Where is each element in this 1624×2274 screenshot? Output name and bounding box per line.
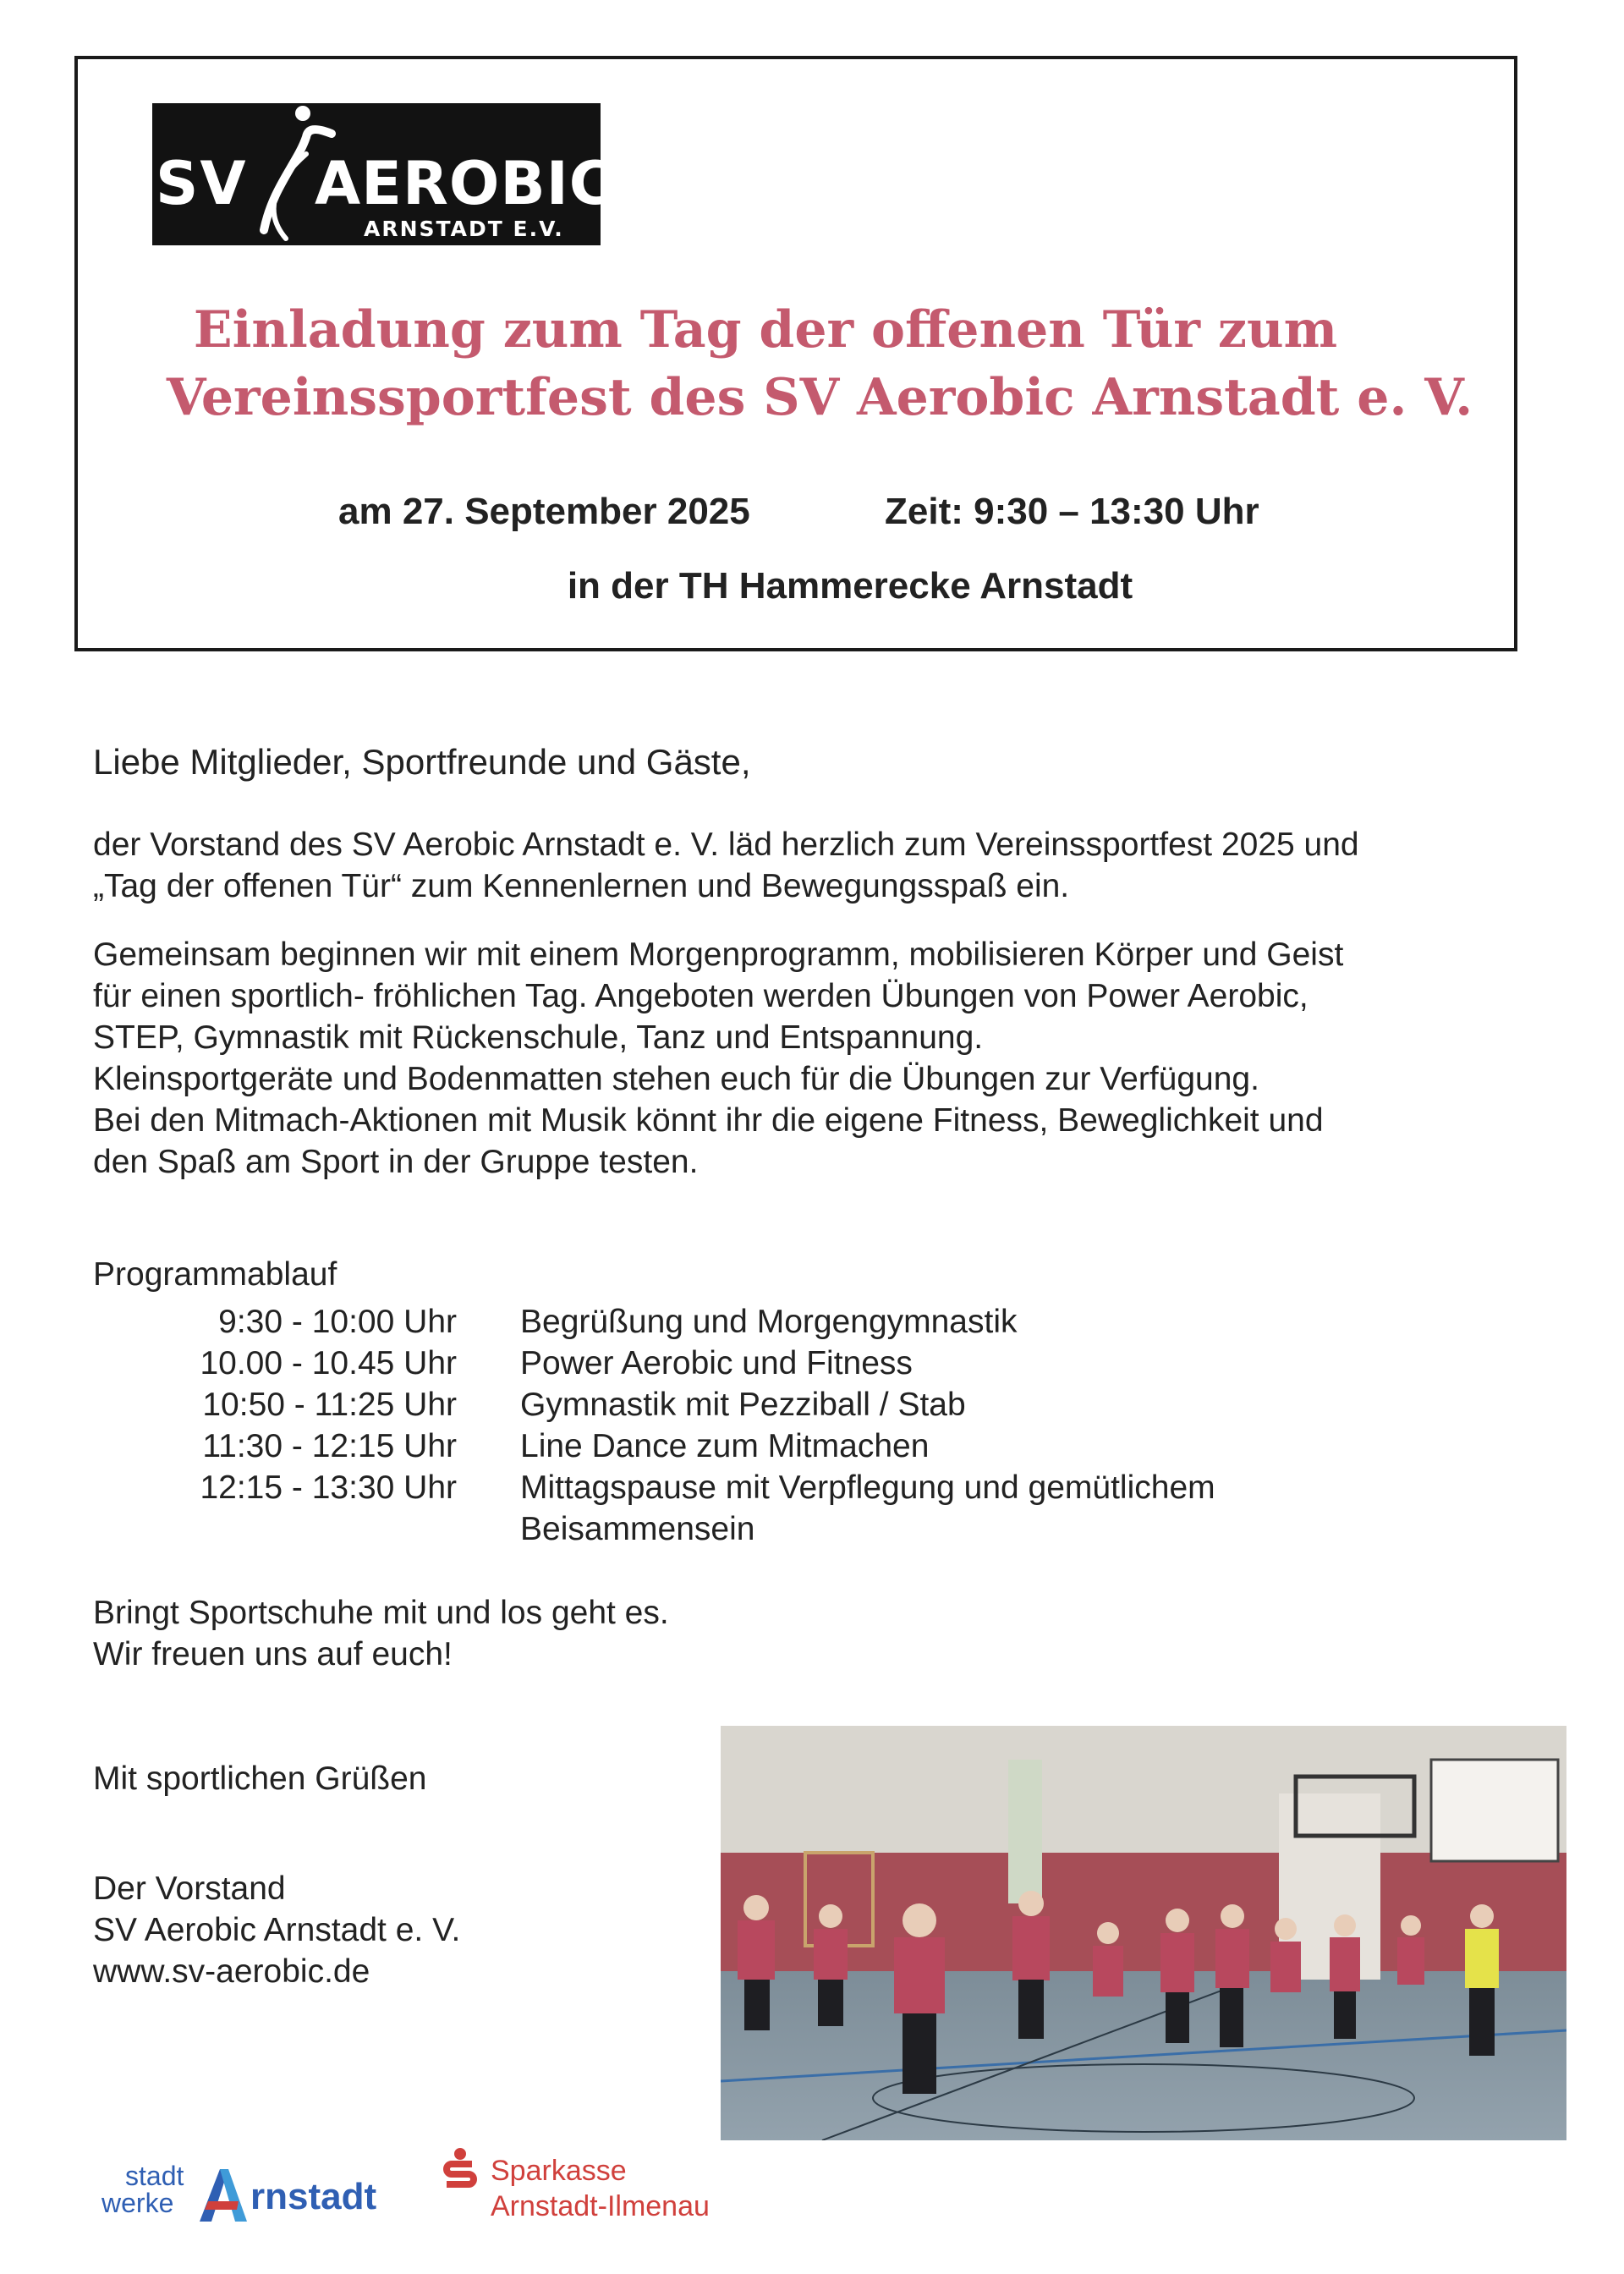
paragraph-line: „Tag der offenen Tür“ zum Kennenlernen und Bewegungsspaß ein. [93, 868, 1070, 904]
stadtwerke-big-text: rnstadt [250, 2176, 377, 2217]
paragraph-line: der Vorstand des SV Aerobic Arnstadt e. V. läd herzlich zum Vereinssportfest 2025 und [93, 827, 1359, 863]
paragraph-line: Bei den Mitmach-Aktionen mit Musik könnt ihr die eigene Fitness, Beweglichkeit und [93, 1102, 1324, 1139]
gym-scene-illustration [721, 1726, 1566, 2140]
sparkasse-name: Sparkasse [491, 2155, 627, 2187]
paragraph-line: den Spaß am Sport in der Gruppe testen. [93, 1144, 699, 1180]
invitation-title-line2: Vereinssportfest des SV Aerobic Arnstadt e. V. [166, 368, 1473, 427]
website-link[interactable]: www.sv-aerobic.de [93, 1953, 370, 1990]
greeting: Mit sportlichen Grüßen [93, 1760, 427, 1797]
schedule-activity: Mittagspause mit Verpflegung und gemütlichem [520, 1469, 1215, 1506]
paragraph-line: für einen sportlich- fröhlichen Tag. Angeboten werden Übungen von Power Aerobic, [93, 978, 1309, 1014]
club-logo [152, 103, 614, 245]
stadtwerke-arnstadt-logo [102, 2162, 389, 2238]
signature-block [93, 1868, 460, 1992]
paragraph-line: Kleinsportgeräte und Bodenmatten stehen euch für die Übungen zur Verfügung. [93, 1061, 1259, 1097]
schedule-time: 9:30 - 10:00 Uhr [218, 1304, 457, 1340]
schedule-activity: Gymnastik mit Pezziball / Stab [520, 1387, 966, 1423]
schedule-time: 10.00 - 10.45 Uhr [200, 1345, 457, 1381]
invitation-title-line1: Einladung zum Tag der offenen Tür zum [193, 300, 1338, 360]
schedule-activity: Begrüßung und Morgengymnastik [520, 1304, 1018, 1340]
program-description [93, 934, 1343, 1183]
schedule-row [93, 1425, 1215, 1467]
closing-line: Wir freuen uns auf euch! [93, 1636, 453, 1673]
event-venue: in der TH Hammerecke Arnstadt [567, 565, 1133, 607]
logo-subtitle: ARNSTADT E.V. [364, 217, 564, 241]
schedule-row [93, 1508, 1215, 1550]
schedule-row [93, 1467, 1215, 1508]
arnstadt-a-icon [195, 2166, 250, 2225]
header-box [74, 56, 1517, 651]
schedule-row [93, 1343, 1215, 1384]
paragraph-line: Gemeinsam beginnen wir mit einem Morgenprogramm, mobilisieren Körper und Geist [93, 937, 1344, 973]
program-schedule [93, 1301, 1215, 1550]
schedule-time [93, 1508, 457, 1550]
intro-paragraph [93, 824, 1359, 907]
paragraph-line: STEP, Gymnastik mit Rückenschule, Tanz und Entspannung. [93, 1019, 984, 1056]
schedule-activity: Line Dance zum Mitmachen [520, 1428, 930, 1464]
signature-line: SV Aerobic Arnstadt e. V. [93, 1912, 461, 1948]
schedule-time: 12:15 - 13:30 Uhr [200, 1469, 457, 1506]
signature-line: Der Vorstand [93, 1870, 286, 1907]
closing-remarks [93, 1592, 669, 1675]
event-time: Zeit: 9:30 – 13:30 Uhr [885, 491, 1259, 532]
program-heading: Programmablauf [93, 1256, 337, 1293]
stadtwerke-small-text: stadt [125, 2161, 184, 2191]
sparkasse-s-icon [443, 2147, 477, 2194]
schedule-row [93, 1301, 1215, 1343]
logo-aerobic-text: AEROBIC [315, 149, 614, 218]
sparkasse-logo [443, 2147, 748, 2232]
schedule-row [93, 1384, 1215, 1425]
event-date: am 27. September 2025 [338, 491, 750, 532]
closing-line: Bringt Sportschuhe mit und los geht es. [93, 1595, 669, 1631]
schedule-time: 10:50 - 11:25 Uhr [202, 1387, 457, 1423]
schedule-time: 11:30 - 12:15 Uhr [202, 1428, 457, 1464]
schedule-activity: Beisammensein [520, 1511, 755, 1547]
schedule-activity: Power Aerobic und Fitness [520, 1345, 913, 1381]
salutation: Liebe Mitglieder, Sportfreunde und Gäste, [93, 742, 751, 782]
logo-sv-text: SV [156, 149, 248, 218]
stadtwerke-small-text: werke [102, 2188, 174, 2218]
group-exercise-photo [721, 1726, 1566, 2140]
sparkasse-region: Arnstadt-Ilmenau [491, 2190, 710, 2222]
